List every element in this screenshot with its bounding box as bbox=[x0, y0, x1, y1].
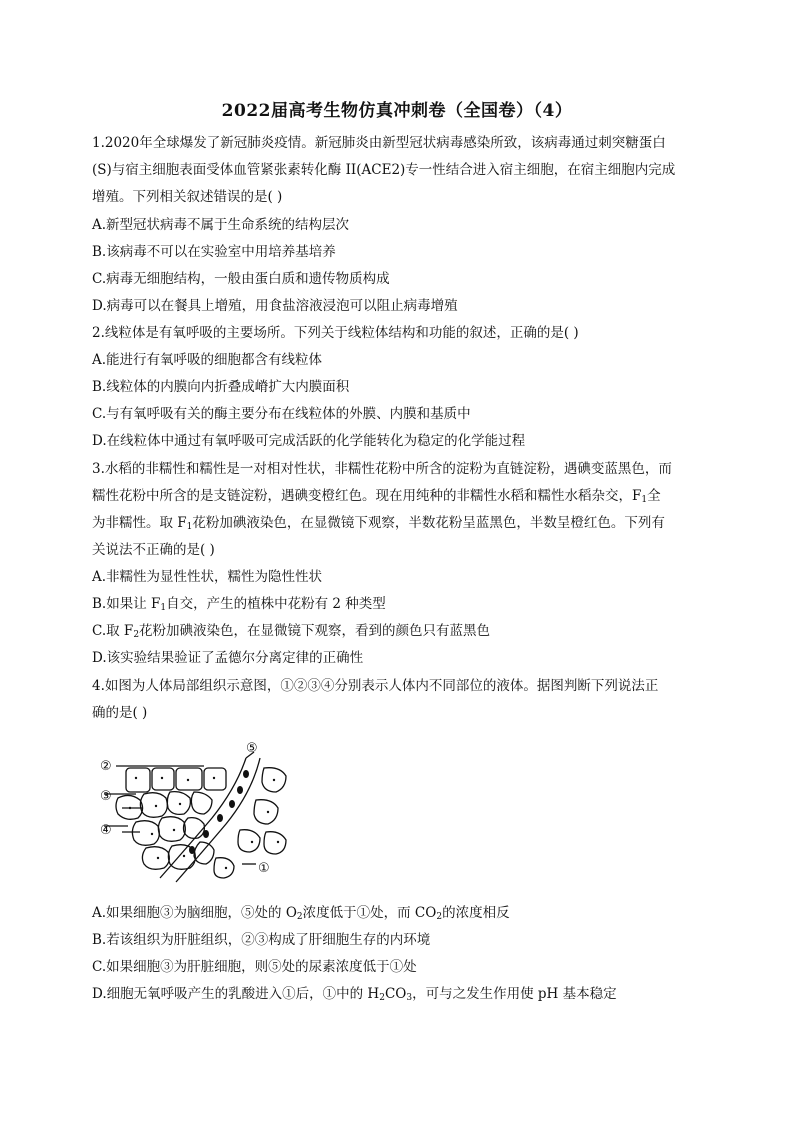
q3-option-d: D.该实验结果验证了孟德尔分离定律的正确性 bbox=[92, 650, 364, 666]
q3-stem-line-2: 糯性花粉中所含的是支链淀粉，遇碘变橙红色。现在用纯种的非糯性水稻和糯性水稻杂交，$F_1$全 bbox=[92, 488, 661, 505]
tissue-diagram bbox=[96, 738, 302, 890]
figure-label-2: ② bbox=[100, 759, 112, 774]
q2-option-c: C.与有氧呼吸有关的酶主要分布在线粒体的外膜、内膜和基质中 bbox=[92, 406, 471, 422]
q3-stem-line-1: 3.水稻的非糯性和糯性是一对相对性状，非糯性花粉中所含的淀粉为直链淀粉，遇碘变蓝黑色，而 bbox=[92, 461, 672, 477]
q3-stem-line-3: 为非糯性。取 $F_1$花粉加碘液染色，在显微镜下观察，半数花粉呈蓝黑色，半数呈橙红色。下列有 bbox=[92, 515, 665, 532]
q3-option-b: B.如果让 $F_1$自交，产生的植株中花粉有 2 种类型 bbox=[92, 596, 386, 613]
q2-stem: 2.线粒体是有氧呼吸的主要场所。下列关于线粒体结构和功能的叙述，正确的是( ) bbox=[92, 325, 579, 341]
figure-label-1: ① bbox=[258, 861, 270, 876]
figure-label-5: ⑤ bbox=[246, 741, 258, 756]
q1-stem-line-1: 1.2020年全球爆发了新冠肺炎疫情。新冠肺炎由新型冠状病毒感染所致，该病毒通过刺突糖蛋白 bbox=[92, 135, 666, 151]
q4-option-d: D.细胞无氧呼吸产生的乳酸进入①后，①中的 $H_2CO_3$，可与之发生作用使 pH 基本稳定 bbox=[92, 986, 617, 1003]
q1-stem-line-2: (S)与宿主细胞表面受体血管紧张素转化酶 II(ACE2)专一性结合进入宿主细胞，在宿主细胞内完成 bbox=[92, 162, 676, 178]
q4-option-a: A.如果细胞③为脑细胞，⑤处的 $O_2$浓度低于①处，而 $CO_2$的浓度相反 bbox=[92, 905, 510, 922]
q3-option-a: A.非糯性为显性性状，糯性为隐性性状 bbox=[92, 569, 323, 585]
q2-option-d: D.在线粒体中通过有氧呼吸可完成活跃的化学能转化为稳定的化学能过程 bbox=[92, 433, 526, 449]
q2-option-b: B.线粒体的内膜向内折叠成嵴扩大内膜面积 bbox=[92, 379, 350, 395]
q1-option-b: B.该病毒不可以在实验室中用培养基培养 bbox=[92, 244, 336, 260]
q4-option-b: B.若该组织为肝脏组织，②③构成了肝细胞生存的内环境 bbox=[92, 932, 431, 948]
q1-option-c: C.病毒无细胞结构，一般由蛋白质和遗传物质构成 bbox=[92, 271, 390, 287]
q4-option-c: C.如果细胞③为肝脏细胞，则⑤处的尿素浓度低于①处 bbox=[92, 959, 417, 975]
q1-option-a: A.新型冠状病毒不属于生命系统的结构层次 bbox=[92, 217, 350, 233]
q4-stem-line-1: 4.如图为人体局部组织示意图，①②③④分别表示人体内不同部位的液体。据图判断下列说法正 bbox=[92, 678, 659, 694]
q1-option-d: D.病毒可以在餐具上增殖，用食盐溶液浸泡可以阻止病毒增殖 bbox=[92, 298, 458, 314]
q2-option-a: A.能进行有氧呼吸的细胞都含有线粒体 bbox=[92, 352, 323, 368]
q4-stem-line-2: 确的是( ) bbox=[92, 705, 148, 721]
figure-label-4: ④ bbox=[100, 823, 112, 838]
q1-stem-line-3: 增殖。下列相关叙述错误的是( ) bbox=[92, 189, 283, 205]
q3-stem-line-4: 关说法不正确的是( ) bbox=[92, 542, 215, 558]
figure-label-3: ③ bbox=[100, 789, 112, 804]
q3-option-c: C.取 $F_2$花粉加碘液染色，在显微镜下观察，看到的颜色只有蓝黑色 bbox=[92, 623, 491, 640]
page-title: 2022届高考生物仿真冲刺卷（全国卷）（4） bbox=[221, 101, 573, 121]
